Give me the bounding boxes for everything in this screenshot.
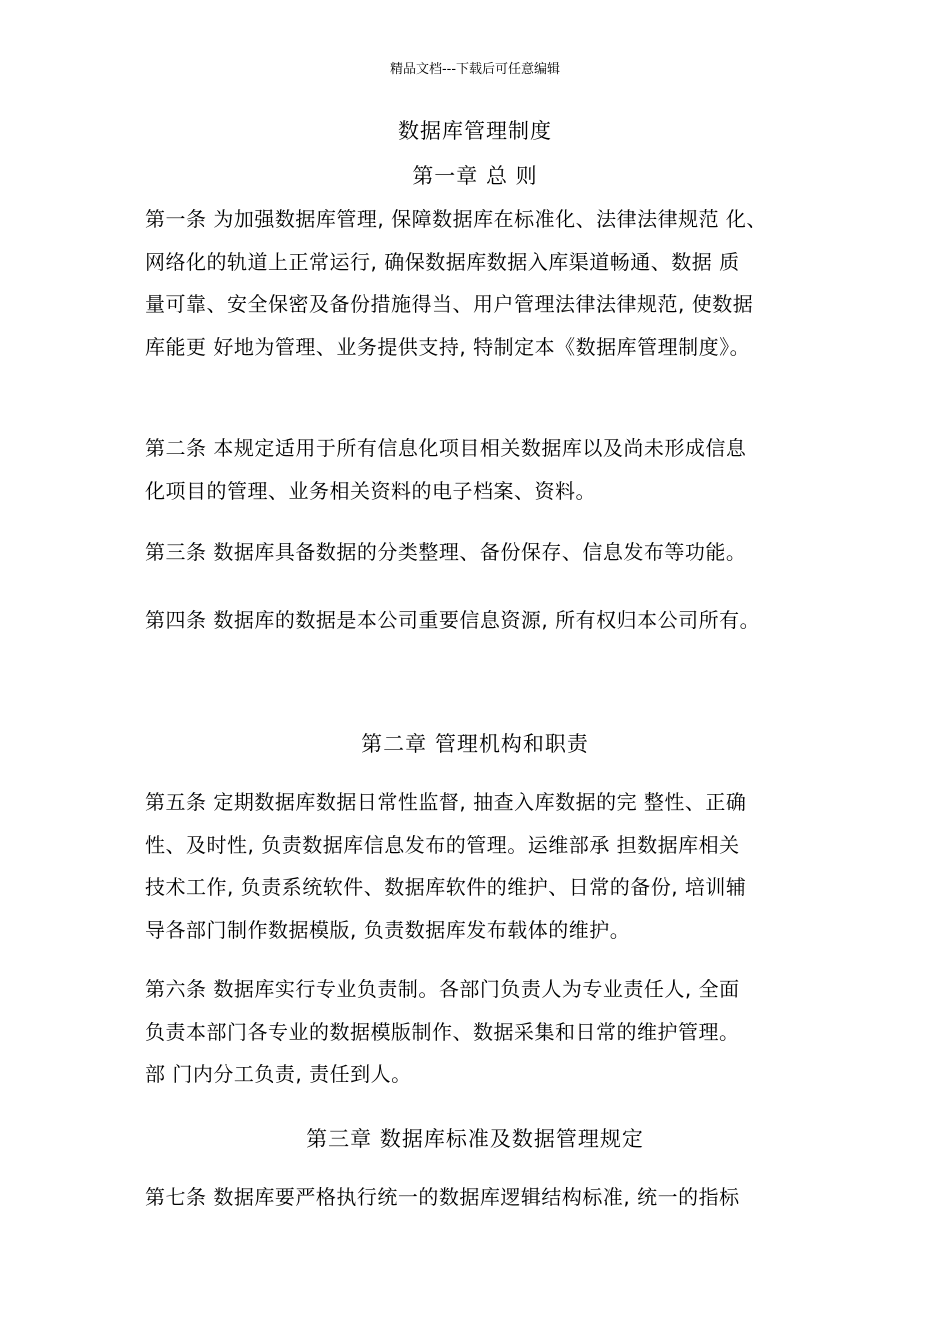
article-5: [145, 781, 845, 951]
article-line: 量可靠、安全保密及备份措施得当、用户管理法律法律规范, 使数据: [145, 292, 754, 316]
article-line: 负责本部门各专业的数据模版制作、数据采集和日常的维护管理。: [145, 1019, 740, 1044]
header-note: 精品文档---下载后可任意编辑: [389, 62, 561, 77]
chapter-heading-3: 第三章 数据库标准及数据管理规定: [306, 1127, 644, 1151]
chapter-heading-1: 第一章 总 则: [412, 164, 538, 188]
article-line: 第七条 数据库要严格执行统一的数据库逻辑结构标准, 统一的指标: [145, 1185, 740, 1209]
article-line: 第四条 数据库的数据是本公司重要信息资源, 所有权归本公司所有。: [145, 608, 761, 632]
article-line: 第二条 本规定适用于所有信息化项目相关数据库以及尚未形成信息: [145, 436, 747, 460]
article-line: 第五条 定期数据库数据日常性监督, 抽查入库数据的完 整性、正确: [145, 790, 747, 814]
chapter-heading-2: 第二章 管理机构和职责: [361, 732, 589, 756]
article-line: 网络化的轨道上正常运行, 确保数据库数据入库渠道畅通、数据 质: [145, 249, 740, 274]
article-6: [145, 968, 845, 1096]
article-line: 技术工作, 负责系统软件、数据库软件的维护、日常的备份, 培训辅: [145, 875, 747, 899]
article-line: 第三条 数据库具备数据的分类整理、备份保存、信息发布等功能。: [145, 540, 747, 564]
article-line: 第六条 数据库实行专业负责制。各部门负责人为专业责任人, 全面: [145, 977, 740, 1001]
article-4: [145, 599, 845, 642]
article-line: 导各部门制作数据模版, 负责数据库发布载体的维护。: [145, 917, 631, 942]
article-2: [145, 427, 845, 512]
article-line: 化项目的管理、业务相关资料的电子档案、资料。: [145, 478, 596, 503]
article-line: 性、及时性, 负责数据库信息发布的管理。运维部承 担数据库相关: [145, 832, 740, 857]
article-line: 库能更 好地为管理、业务提供支持, 特制定本《数据库管理制度》。: [145, 334, 751, 359]
article-3: [145, 531, 845, 574]
article-1: [145, 198, 845, 368]
article-7: [145, 1176, 845, 1219]
document-title: 数据库管理制度: [398, 119, 552, 143]
article-line: 部 门内分工负责, 责任到人。: [145, 1062, 412, 1086]
article-line: 第一条 为加强数据库管理, 保障数据库在标准化、法律法律规范 化、: [145, 207, 767, 231]
